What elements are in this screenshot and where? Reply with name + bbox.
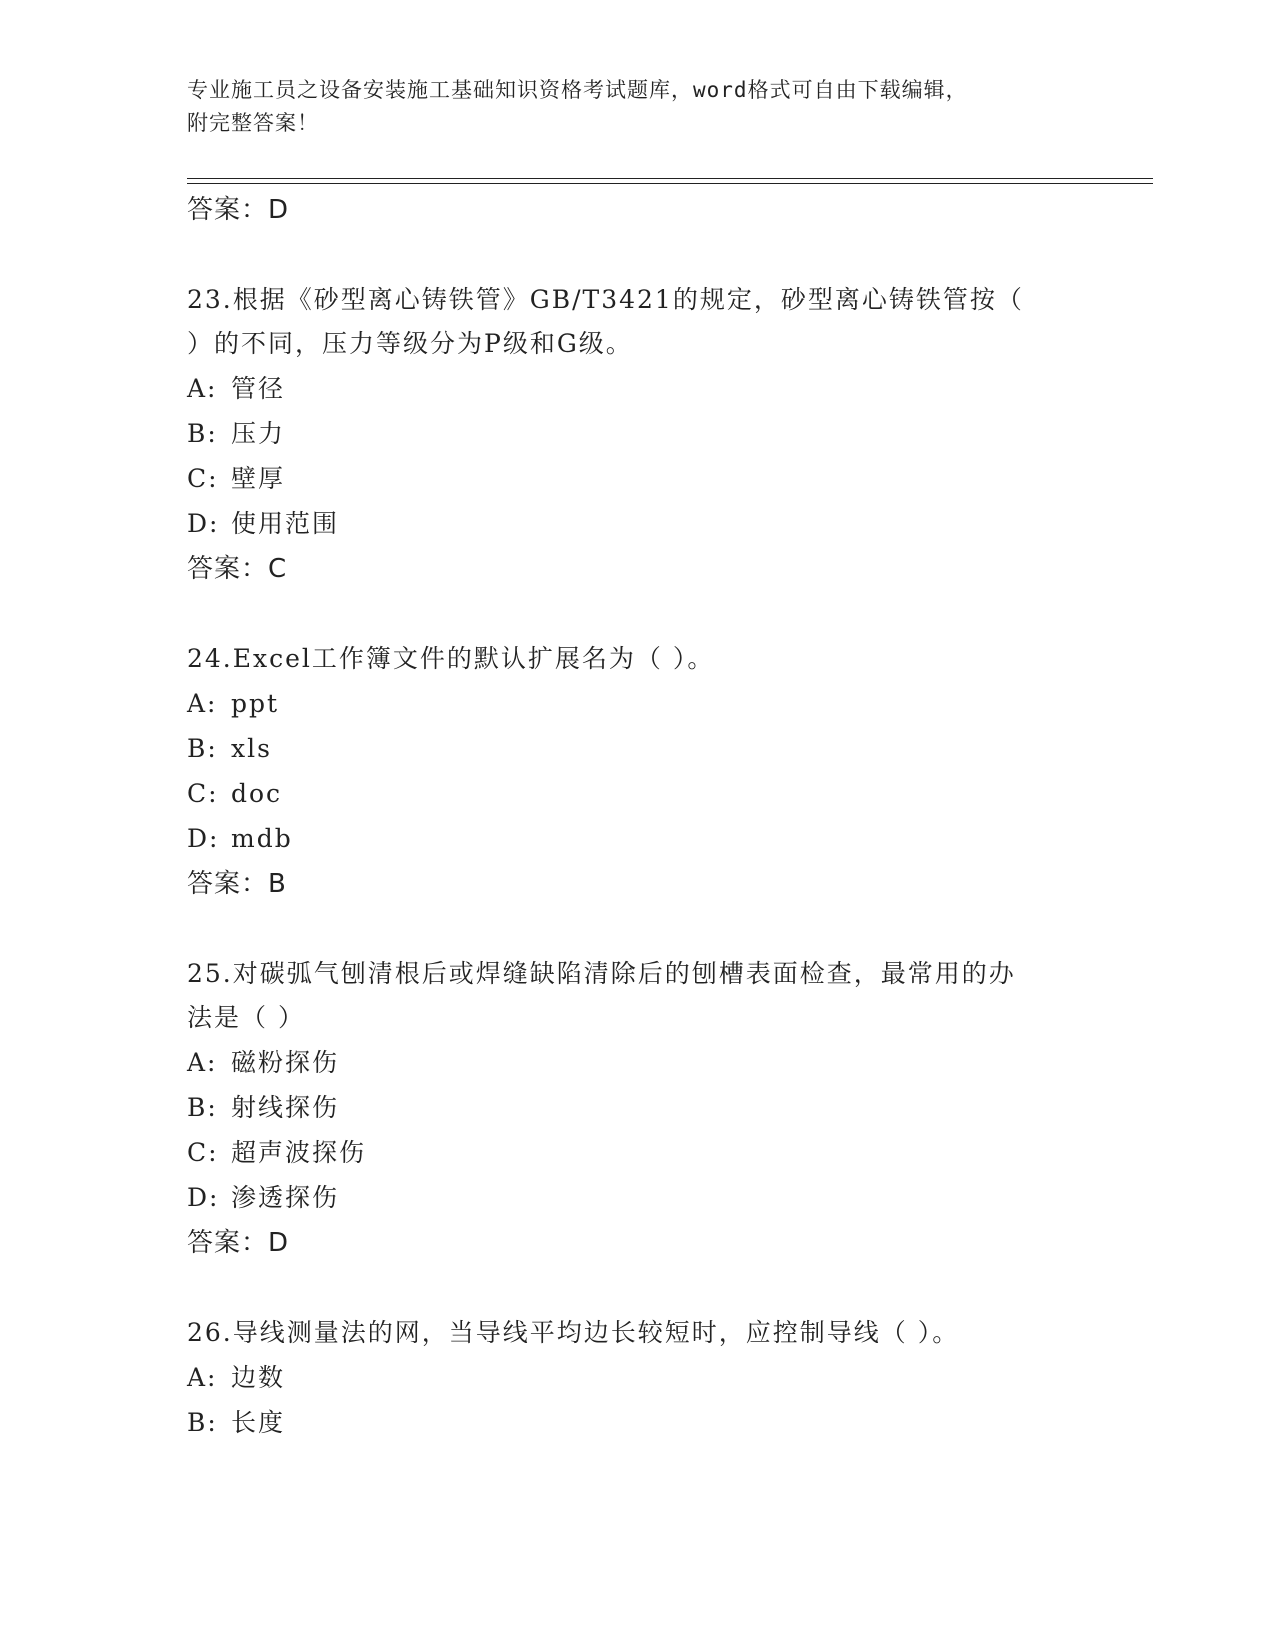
question-23-stem-line-2: ）的不同，压力等级分为P级和G级。 bbox=[187, 329, 633, 358]
question-25-option-d bbox=[187, 1180, 339, 1216]
option-letter: A: bbox=[187, 689, 218, 718]
question-23-option-d bbox=[187, 506, 339, 542]
answer-q24: 答案：B bbox=[187, 869, 287, 899]
option-letter: D: bbox=[187, 509, 220, 538]
question-23-option-a bbox=[187, 371, 285, 407]
header-line-1: 专业施工员之设备安装施工基础知识资格考试题库，word格式可自由下载编辑， bbox=[187, 78, 968, 102]
header-line-2: 附完整答案！ bbox=[187, 111, 319, 135]
option-text: 压力 bbox=[231, 419, 286, 448]
option-letter: B: bbox=[187, 419, 218, 448]
option-text: 磁粉探伤 bbox=[231, 1048, 340, 1077]
answer-q25: 答案：D bbox=[187, 1228, 290, 1258]
question-23-stem-line-1: 23.根据《砂型离心铸铁管》GB/T3421的规定，砂型离心铸铁管按（ bbox=[187, 285, 1024, 314]
option-text: 管径 bbox=[231, 374, 286, 403]
answer-q23: 答案：C bbox=[187, 554, 288, 584]
option-text: doc bbox=[231, 779, 283, 808]
option-text: 边数 bbox=[231, 1363, 286, 1392]
header-divider-bottom bbox=[187, 183, 1153, 184]
question-25-option-b bbox=[187, 1090, 339, 1126]
option-text: mdb bbox=[231, 824, 293, 853]
question-26-stem-line-1: 26.导线测量法的网，当导线平均边长较短时，应控制导线（ ）。 bbox=[187, 1318, 960, 1347]
answer-q22: 答案：D bbox=[187, 195, 290, 225]
header-divider-top bbox=[187, 178, 1153, 179]
option-text: 射线探伤 bbox=[231, 1093, 340, 1122]
option-letter: B: bbox=[187, 1093, 218, 1122]
question-24-option-b bbox=[187, 731, 272, 767]
option-letter: D: bbox=[187, 824, 220, 853]
option-letter: B: bbox=[187, 734, 218, 763]
question-24-stem-line-1: 24.Excel工作簿文件的默认扩展名为（ ）。 bbox=[187, 644, 715, 673]
option-letter: B: bbox=[187, 1408, 218, 1437]
option-letter: C: bbox=[187, 1138, 219, 1167]
question-26-option-b bbox=[187, 1405, 285, 1441]
question-25-option-a bbox=[187, 1045, 339, 1081]
question-24-option-c bbox=[187, 776, 282, 812]
question-24-option-a bbox=[187, 686, 279, 722]
option-text: 壁厚 bbox=[231, 464, 286, 493]
option-letter: C: bbox=[187, 779, 219, 808]
option-letter: A: bbox=[187, 1363, 218, 1392]
option-text: 长度 bbox=[231, 1408, 286, 1437]
option-text: 渗透探伤 bbox=[231, 1183, 340, 1212]
document-header bbox=[187, 74, 1067, 140]
option-text: 使用范围 bbox=[231, 509, 340, 538]
option-letter: A: bbox=[187, 374, 218, 403]
question-24-option-d bbox=[187, 821, 293, 857]
option-text: 超声波探伤 bbox=[231, 1138, 367, 1167]
question-25-option-c bbox=[187, 1135, 366, 1171]
option-text: xls bbox=[231, 734, 272, 763]
option-letter: D: bbox=[187, 1183, 220, 1212]
question-23-option-c bbox=[187, 461, 285, 497]
option-letter: A: bbox=[187, 1048, 218, 1077]
question-25-stem-line-2: 法是（ ） bbox=[187, 1003, 305, 1032]
option-text: ppt bbox=[231, 689, 280, 718]
question-26-option-a bbox=[187, 1360, 285, 1396]
question-25-stem-line-1: 25.对碳弧气刨清根后或焊缝缺陷清除后的刨槽表面检查，最常用的办 bbox=[187, 959, 1016, 988]
option-letter: C: bbox=[187, 464, 219, 493]
question-23-option-b bbox=[187, 416, 285, 452]
